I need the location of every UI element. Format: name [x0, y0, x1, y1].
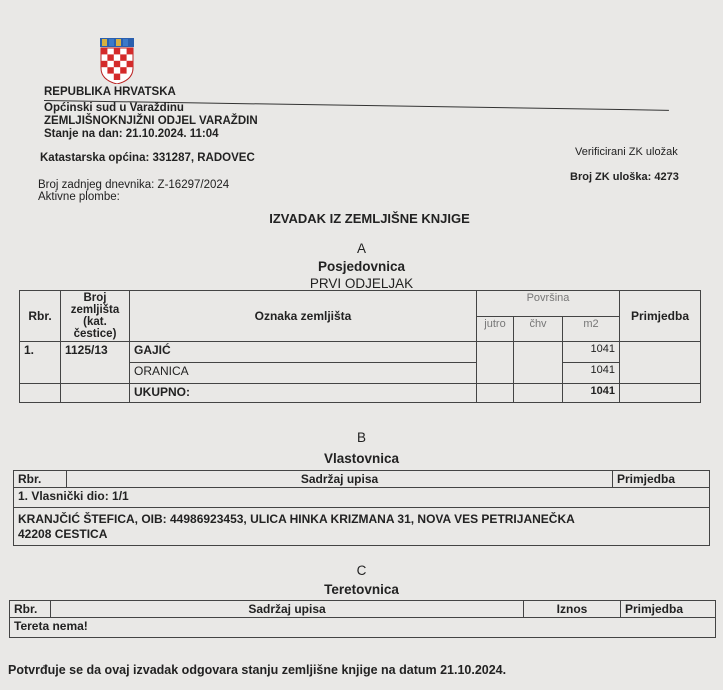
section-b-letter: B [356, 430, 366, 445]
last-journal: Broj zadnjeg dnevnika: Z-16297/2024 [38, 179, 230, 191]
active-seals: Aktivne plombe: [38, 191, 120, 203]
section-c-name: Teretovnica [324, 582, 399, 597]
header-oznaka: Oznaka zemljišta [130, 291, 477, 342]
header-broj-line2: zemljišta [70, 304, 120, 316]
section-c-letter: C [356, 563, 367, 578]
owner-line1: KRANJČIĆ ŠTEFICA, OIB: 44986923453, ULICA HINKA KRIZMANA 31, NOVA VES PETRIJANEČKA [18, 512, 575, 526]
b-header-rbr: Rbr. [14, 471, 67, 488]
row2-broj [61, 363, 130, 384]
total-broj [61, 384, 130, 403]
table-row [20, 363, 701, 384]
c-header-primjedba: Primjedba [621, 601, 716, 618]
vlastovnica-table [13, 470, 710, 546]
section-b-name: Vlastovnica [323, 451, 400, 466]
row2-m2: 1041 [563, 363, 620, 384]
court-name: Općinski sud u Varaždinu [44, 102, 184, 114]
cadastral-municipality: Katastarska općina: 331287, RADOVEC [40, 152, 255, 164]
owner-entry [14, 508, 710, 546]
header-broj-line4: čestice) [73, 328, 117, 340]
row1-oznaka: GAJIĆ [130, 342, 477, 363]
row1-jutro [477, 342, 514, 363]
row1-primjedba [620, 342, 701, 363]
department-name: ZEMLJIŠNOKNJIŽNI ODJEL VARAŽDIN [44, 115, 258, 127]
header-m2: m2 [563, 316, 620, 342]
country-name: REPUBLIKA HRVATSKA [44, 86, 176, 98]
header-povrsina: Površina [477, 291, 620, 317]
row1-rbr: 1. [20, 342, 61, 363]
total-jutro [477, 384, 514, 403]
row1-broj: 1125/13 [61, 342, 130, 363]
header-chv: čhv [514, 316, 563, 342]
posjedovnica-table [19, 290, 701, 403]
row2-oznaka: ORANICA [130, 363, 477, 384]
b-header-primjedba: Primjedba [613, 471, 710, 488]
row2-primjedba [620, 363, 701, 384]
header-broj-line3: (kat. [83, 316, 107, 328]
header-broj-line1: Broj [83, 292, 107, 304]
teretovnica-table [9, 600, 716, 638]
folio-number: Broj ZK uloška: 4273 [570, 171, 679, 183]
header-rbr: Rbr. [20, 291, 61, 342]
table-row [20, 342, 701, 363]
verified-label: Verificirani ZK uložak [575, 146, 678, 158]
state-date: Stanje na dan: 21.10.2024. 11:04 [44, 128, 219, 140]
total-primjedba [620, 384, 701, 403]
document-title: IZVADAK IZ ZEMLJIŠNE KNJIGE [269, 211, 470, 226]
section-a-subname: PRVI ODJELJAK [309, 276, 414, 291]
total-chv [514, 384, 563, 403]
total-rbr [20, 384, 61, 403]
section-a-letter: A [356, 241, 366, 256]
total-m2: 1041 [563, 384, 620, 403]
c-header-iznos: Iznos [524, 601, 621, 618]
section-a-name: Posjedovnica [317, 259, 406, 274]
row2-rbr [20, 363, 61, 384]
row2-jutro [477, 363, 514, 384]
no-encumbrances: Tereta nema! [10, 618, 716, 638]
c-header-sadrzaj: Sadržaj upisa [51, 601, 524, 618]
row1-chv [514, 342, 563, 363]
table-total-row [20, 384, 701, 403]
row2-chv [514, 363, 563, 384]
row1-m2: 1041 [563, 342, 620, 363]
c-header-rbr: Rbr. [10, 601, 51, 618]
header-jutro: jutro [477, 316, 514, 342]
header-primjedba: Primjedba [620, 291, 701, 342]
total-label: UKUPNO: [130, 384, 477, 403]
certification-footer: Potvrđuje se da ovaj izvadak odgovara stanju zemljišne knjige na datum 21.10.2024. [8, 663, 507, 677]
owner-line2: 42208 CESTICA [18, 527, 108, 541]
ownership-share: 1. Vlasnički dio: 1/1 [14, 488, 710, 508]
header-broj [61, 291, 130, 342]
b-header-sadrzaj: Sadržaj upisa [67, 471, 613, 488]
croatian-coat-of-arms-icon [98, 38, 136, 84]
